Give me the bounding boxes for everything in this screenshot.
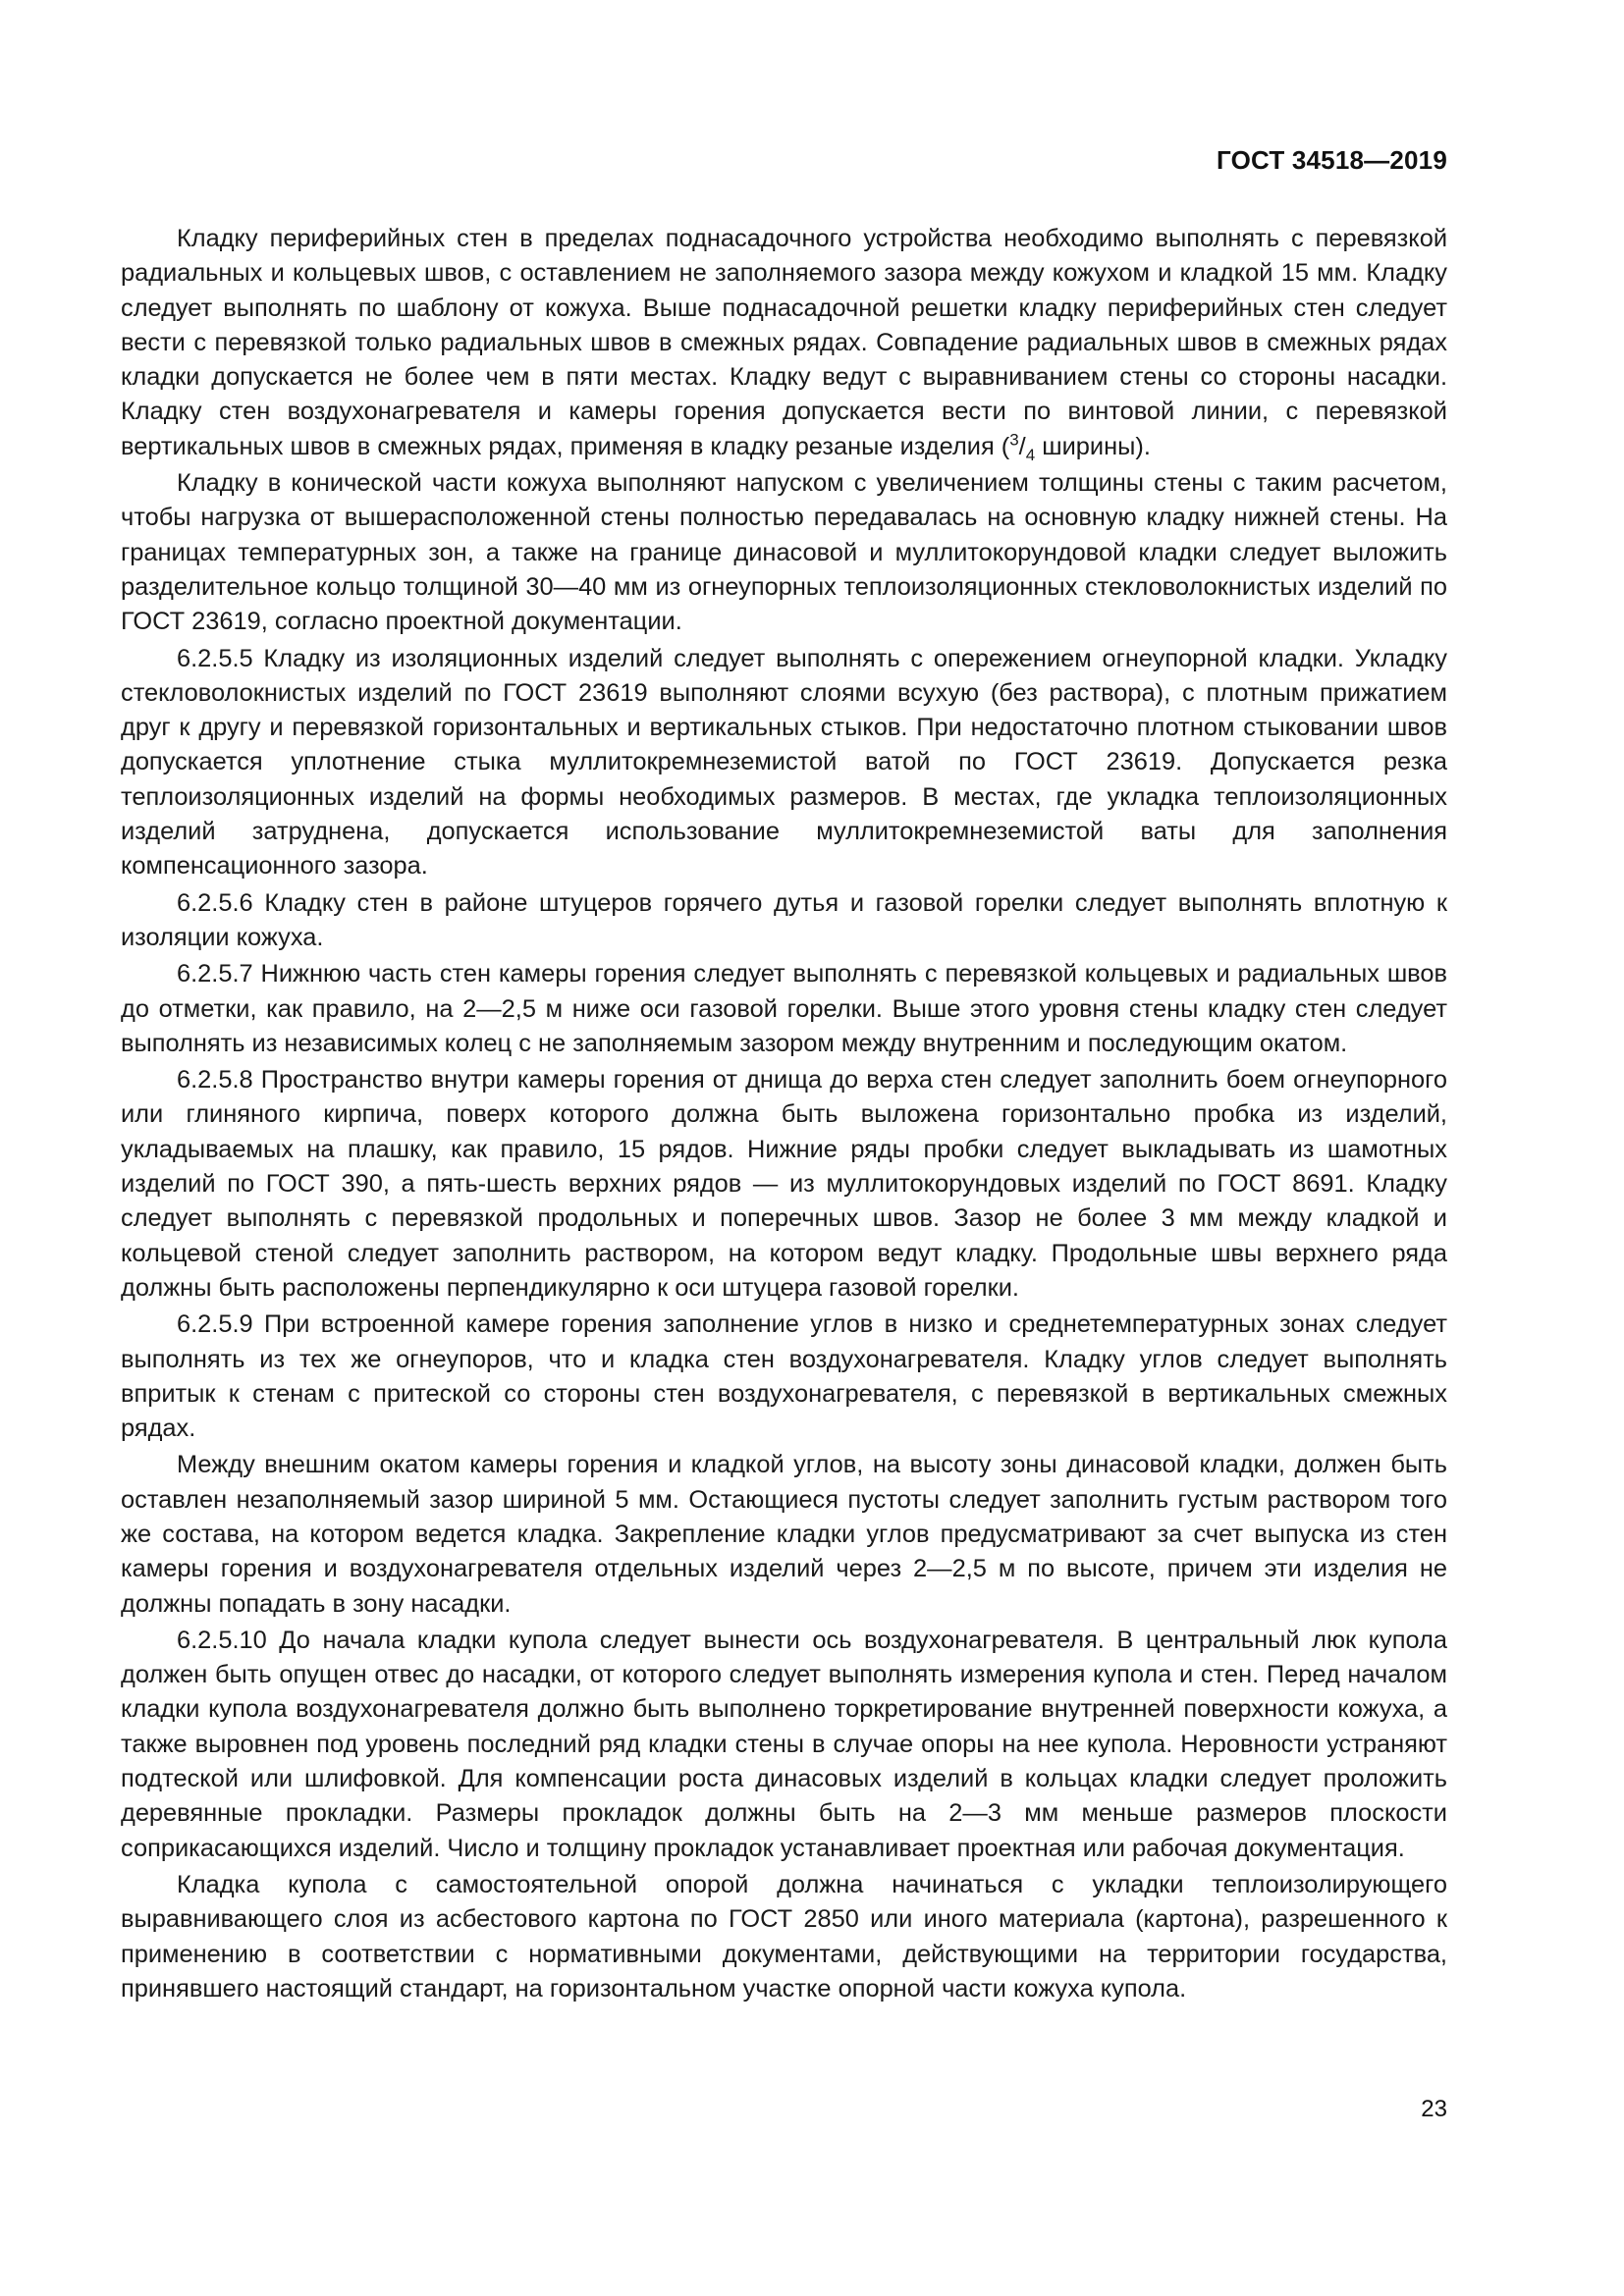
fraction-numerator: 3 <box>1009 430 1019 450</box>
paragraph-text: Кладку периферийных стен в пределах поднасадочного устройства необходимо выполнять с перевязкой радиальных и кольцевых швов, с оставлением не заполняемого зазора между кожухом и кладкой 15 мм. Кладку следует выполнять по шаблону от кожуха. Выше поднасадочной решетки кладку периферийных стен следует вести с перевязкой только радиальных швов в смежных рядах. Совпадение радиальных швов в смежных рядах кладки допускается не более чем в пяти местах. Кладку ведут с выравниванием стены со стороны насадки. Кладку стен воздухонагревателя и камеры горения допускается вести по винтовой линии, с перевязкой вертикальных швов в смежных рядах, применяя в кладку резаные изделия ( <box>121 225 1447 460</box>
paragraph-6-2-5-10: 6.2.5.10 До начала кладки купола следует вынести ось воздухонагревателя. В центральный люк купола должен быть опущен отвес до насадки, от которого следует выполнять измерения купола и стен. Перед началом кладки купола воздухонагревателя должно быть выполнено торкретирование внутренней поверхности кожуха, а также выровнен под уровень последний ряд кладки стены в случае опоры на нее купола. Неровности устраняют подтеской или шлифовкой. Для компенсации роста динасовых изделий в кольцах кладки следует проложить деревянные прокладки. Размеры прокладок должны быть на 2—3 мм меньше размеров плоскости соприкасающихся изделий. Число и толщину прокладок устанавливает проектная или рабочая документация. <box>121 1626 1447 1862</box>
paragraph-conical-part: Кладку в конической части кожуха выполняют напуском с увеличением толщины стены с таким расчетом, чтобы нагрузка от вышерасположенной стены полностью передавалась на основную кладку нижней стены. На границах температурных зон, а также на границе динасовой и муллитокорундовой кладки следует выложить разделительное кольцо толщиной 30—40 мм из огнеупорных теплоизоляционных стекловолокнистых изделий по ГОСТ 23619, согласно проектной документации. <box>121 469 1447 636</box>
paragraph-6-2-5-9: 6.2.5.9 При встроенной камере горения заполнение углов в низко и среднетемпературных зонах следует выполнять из тех же огнеупоров, что и кладка стен воздухонагревателя. Кладку углов следует выполнять впритык к стенам с притеской со стороны стен воздухонагревателя, с перевязкой в вертикальных смежных рядах. <box>121 1310 1447 1443</box>
paragraph-dome-support: Кладка купола с самостоятельной опорой должна начинаться с укладки теплоизолирующего выравнивающего слоя из асбестового картона по ГОСТ 2850 или иного материала (картона), разрешенного к применению в соответствии с нормативными документами, действующими на территории государства, принявшего настоящий стандарт, на горизонтальном участке опорной части кожуха купола. <box>121 1870 1447 2002</box>
paragraph-6-2-5-7: 6.2.5.7 Нижнюю часть стен камеры горения следует выполнять с перевязкой кольцевых и радиальных швов до отметки, как правило, на 2—2,5 м ниже оси газовой горелки. Выше этого уровня стены кладку стен следует выполнять из независимых колец с не заполняемым зазором между внутренним и последующим окатом. <box>121 960 1447 1057</box>
paragraph-6-2-5-5: 6.2.5.5 Кладку из изоляционных изделий следует выполнять с опережением огнеупорной кладки. Укладку стекловолокнистых изделий по ГОСТ 23619 выполняют слоями всухую (без раствора), с плотным прижатием друг к другу и перевязкой горизонтальных и вертикальных стыков. При недостаточно плотном стыковании швов допускается уплотнение стыка муллитокремнеземистой ватой по ГОСТ 23619. Допускается резка теплоизоляционных изделий на формы необходимых размеров. В местах, где укладка теплоизоляционных изделий затруднена, допускается использование муллитокремнеземистой ваты для заполнения компенсационного зазора. <box>121 644 1447 881</box>
paragraph-corner-gap: Между внешним окатом камеры горения и кладкой углов, на высоту зоны динасовой кладки, должен быть оставлен незаполняемый зазор шириной 5 мм. Остающиеся пустоты следует заполнить густым раствором того же состава, на котором ведется кладка. Закрепление кладки углов предусматривают за счет выпуска из стен камеры горения и воздухонагревателя отдельных изделий через 2—2,5 м по высоте, причем эти изделия не должны попадать в зону насадки. <box>121 1451 1447 1618</box>
paragraph-6-2-5-8: 6.2.5.8 Пространство внутри камеры горения от днища до верха стен следует заполнить боем огнеупорного или глиняного кирпича, поверх которого должна быть выложена горизонтально пробка из изделий, укладываемых на плашку, как правило, 15 рядов. Нижние ряды пробки следует выкладывать из шамотных изделий по ГОСТ 390, а пять-шесть верхних рядов — из муллитокорундовых изделий по ГОСТ 8691. Кладку следует выполнять с перевязкой продольных и поперечных швов. Зазор не более 3 мм между кладкой и кольцевой стеной следует заполнить раствором, на котором ведут кладку. Продольные швы верхнего ряда должны быть расположены перпендикулярно к оси штуцера газовой горелки. <box>121 1066 1447 1302</box>
fraction-denominator: 4 <box>1025 445 1036 464</box>
paragraph-peripheral-walls <box>121 222 1447 464</box>
standard-designation: ГОСТ 34518—2019 <box>1217 145 1447 175</box>
paragraph-6-2-5-6: 6.2.5.6 Кладку стен в районе штуцеров горячего дутья и газовой горелки следует выполнять вплотную к изоляции кожуха. <box>121 888 1447 951</box>
page-number: 23 <box>1421 2096 1447 2122</box>
paragraph-text-tail: ширины). <box>1035 432 1151 460</box>
fraction-slash: / <box>1018 432 1026 460</box>
body-text <box>121 222 1447 2008</box>
